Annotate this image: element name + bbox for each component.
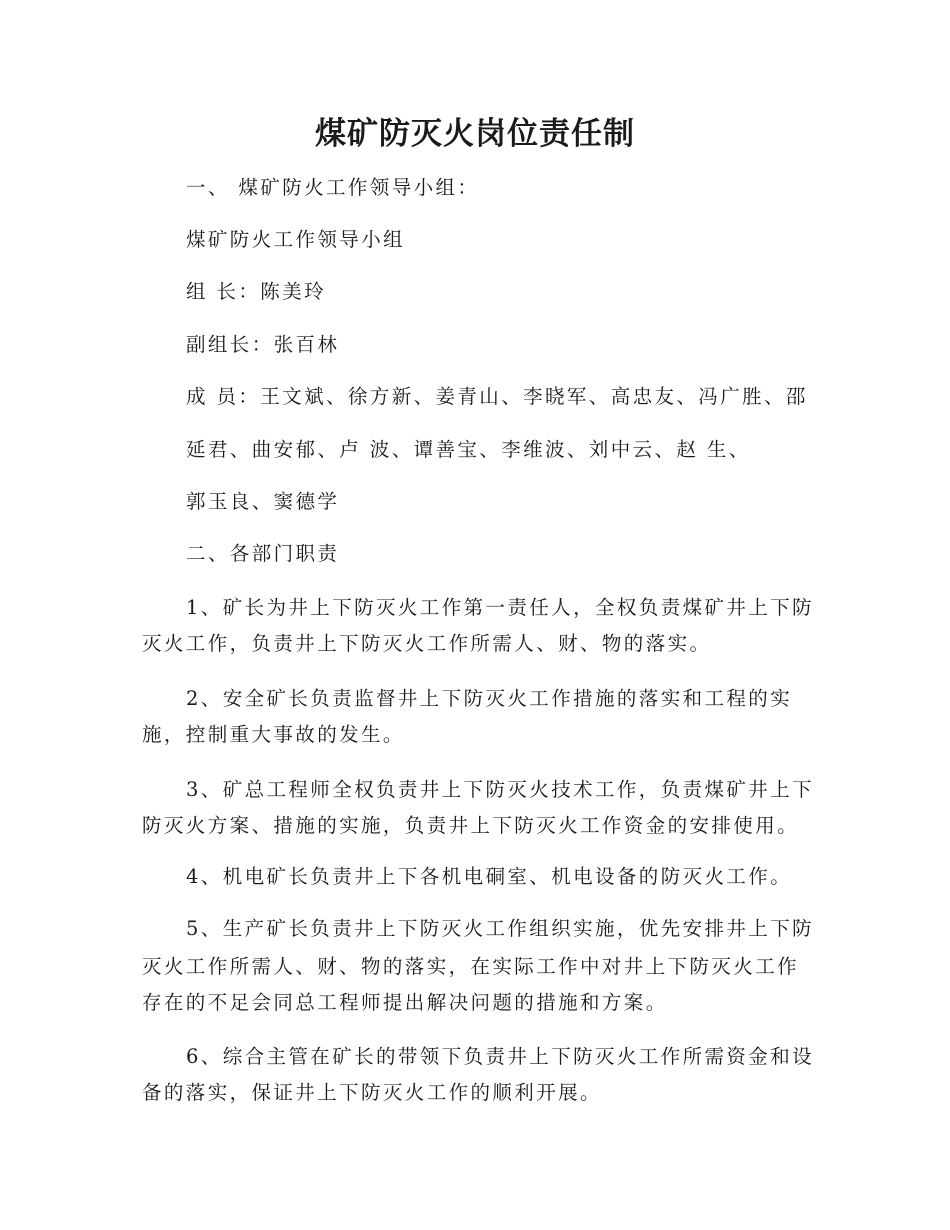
duty-item-5-line-2: 灭火工作所需人、财、物的落实，在实际工作中对井上下防灭火工作 (142, 955, 800, 978)
duty-item-5-line-3: 存在的不足会同总工程师提出解决问题的措施和方案。 (142, 991, 668, 1014)
duty-item-6-line-1: 6、综合主管在矿长的带领下负责井上下防灭火工作所需资金和设 (186, 1045, 815, 1068)
duty-item-4-line-1: 4、机电矿长负责井上下各机电硐室、机电设备的防灭火工作。 (186, 865, 793, 888)
document-title: 煤矿防灭火岗位责任制 (315, 116, 635, 152)
group-name: 煤矿防火工作领导小组 (186, 228, 406, 251)
group-leader: 组 长：陈美玲 (186, 280, 326, 303)
members-line-2: 延君、曲安郁、卢 波、谭善宝、李维波、刘中云、赵 生、 (186, 438, 751, 461)
section-2-heading: 二、各部门职责 (186, 542, 340, 565)
duty-item-3-line-1: 3、矿总工程师全权负责井上下防灭火技术工作，负责煤矿井上下 (186, 778, 815, 801)
duty-item-1-line-1: 1、矿长为井上下防灭火工作第一责任人，全权负责煤矿井上下防 (186, 596, 815, 619)
duty-item-2-line-2: 施，控制重大事故的发生。 (142, 723, 405, 746)
members-line-1: 成 员：王文斌、徐方新、姜青山、李晓军、高忠友、冯广胜、邵 (186, 385, 808, 408)
duty-item-2-line-1: 2、安全矿长负责监督井上下防灭火工作措施的落实和工程的实 (186, 687, 793, 710)
duty-item-6-line-2: 备的落实，保证井上下防灭火工作的顺利开展。 (142, 1081, 602, 1104)
members-line-3: 郭玉良、窦德学 (186, 490, 340, 513)
duty-item-1-line-2: 灭火工作，负责井上下防灭火工作所需人、财、物的落实。 (142, 632, 712, 655)
deputy-leader: 副组长：张百林 (186, 333, 340, 356)
section-1-heading: 一、 煤矿防火工作领导小组： (186, 176, 480, 199)
duty-item-5-line-1: 5、生产矿长负责井上下防灭火工作组织实施，优先安排井上下防 (186, 917, 815, 940)
duty-item-3-line-2: 防灭火方案、措施的实施，负责井上下防灭火工作资金的安排使用。 (142, 814, 800, 837)
